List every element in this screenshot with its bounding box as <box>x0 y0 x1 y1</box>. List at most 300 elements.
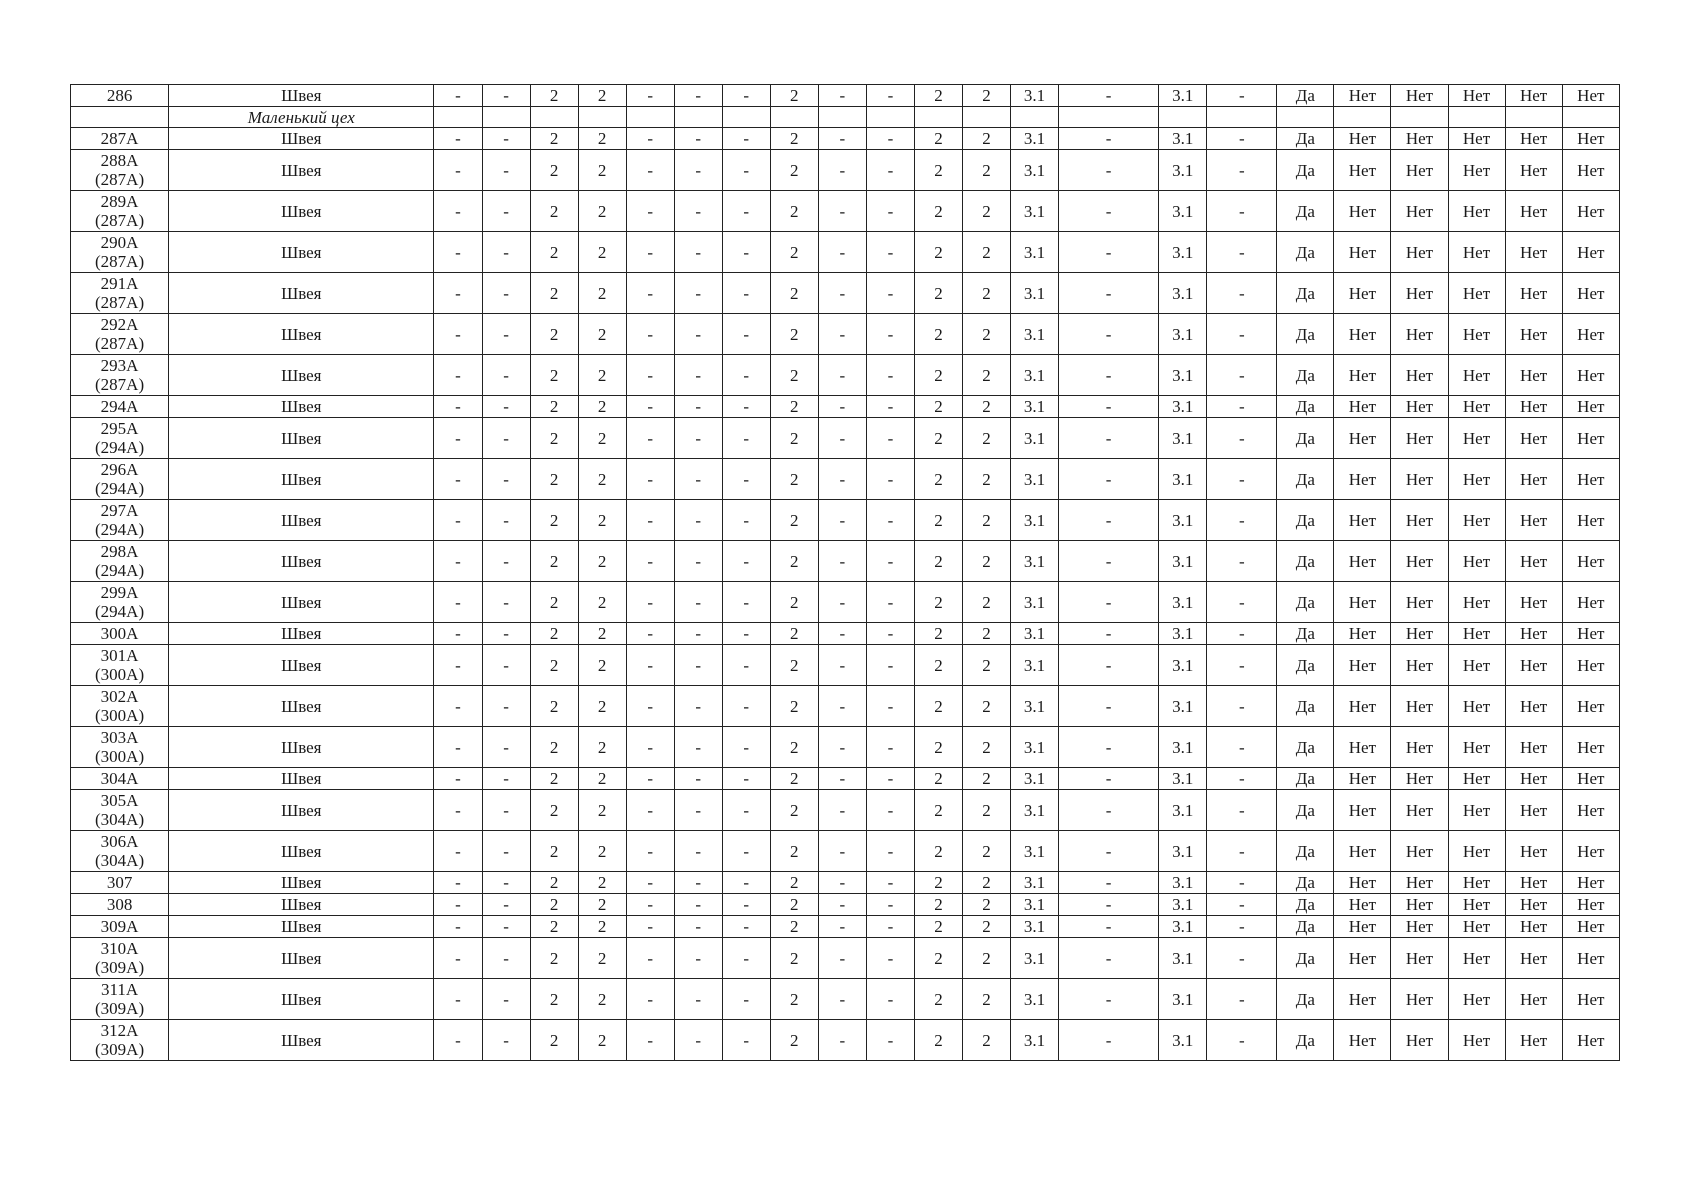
value-cell: Да <box>1277 128 1334 150</box>
value-cell: 2 <box>578 872 626 894</box>
table-row <box>71 355 1620 396</box>
value-cell: 2 <box>770 768 818 790</box>
value-cell: 3.1 <box>1011 355 1059 396</box>
value-cell: - <box>722 150 770 191</box>
value-cell: - <box>434 459 482 500</box>
value-cell: Нет <box>1562 273 1619 314</box>
workplace-number: 290А <box>100 233 139 252</box>
value-cell: - <box>482 500 530 541</box>
value-cell: Нет <box>1391 232 1448 273</box>
value-cell: Нет <box>1391 1020 1448 1061</box>
value-cell: - <box>626 623 674 645</box>
analog-workplace-number: (294А) <box>95 602 145 621</box>
value-cell: - <box>866 500 914 541</box>
value-cell: 2 <box>914 541 962 582</box>
workplace-number: 288А <box>100 151 139 170</box>
workplace-number: 287А <box>100 129 139 148</box>
value-cell: 2 <box>770 396 818 418</box>
value-cell: - <box>818 418 866 459</box>
value-cell: Нет <box>1448 500 1505 541</box>
value-cell: 3.1 <box>1159 916 1207 938</box>
empty-cell <box>1277 107 1334 128</box>
value-cell: 2 <box>914 872 962 894</box>
value-cell: 3.1 <box>1011 645 1059 686</box>
profession-cell: Швея <box>169 128 434 150</box>
value-cell: 3.1 <box>1011 938 1059 979</box>
value-cell: - <box>674 459 722 500</box>
value-cell: - <box>626 1020 674 1061</box>
value-cell: Нет <box>1391 623 1448 645</box>
value-cell: - <box>1207 645 1277 686</box>
value-cell: - <box>818 582 866 623</box>
value-cell: 2 <box>530 150 578 191</box>
workplace-number: 307 <box>106 873 133 892</box>
value-cell: - <box>434 623 482 645</box>
value-cell: - <box>674 768 722 790</box>
value-cell: - <box>674 273 722 314</box>
empty-cell <box>1448 107 1505 128</box>
value-cell: - <box>818 623 866 645</box>
value-cell: Нет <box>1562 645 1619 686</box>
value-cell: 2 <box>914 459 962 500</box>
value-cell: - <box>626 500 674 541</box>
value-cell: 2 <box>578 582 626 623</box>
value-cell: Нет <box>1505 459 1562 500</box>
value-cell: Нет <box>1448 790 1505 831</box>
value-cell: Нет <box>1334 894 1391 916</box>
value-cell: Нет <box>1505 232 1562 273</box>
value-cell: Нет <box>1448 355 1505 396</box>
value-cell: Да <box>1277 582 1334 623</box>
value-cell: 2 <box>530 916 578 938</box>
value-cell: Нет <box>1448 232 1505 273</box>
value-cell: 2 <box>914 273 962 314</box>
value-cell: - <box>1207 418 1277 459</box>
value-cell: Нет <box>1391 831 1448 872</box>
value-cell: 2 <box>578 459 626 500</box>
value-cell: Да <box>1277 418 1334 459</box>
table-row <box>71 894 1620 916</box>
value-cell: 2 <box>962 273 1010 314</box>
table-row <box>71 459 1620 500</box>
workplace-number: 289А <box>100 192 139 211</box>
value-cell: 2 <box>962 872 1010 894</box>
value-cell: Нет <box>1448 191 1505 232</box>
value-cell: - <box>722 645 770 686</box>
value-cell: Нет <box>1505 273 1562 314</box>
value-cell: 2 <box>578 894 626 916</box>
value-cell: - <box>626 273 674 314</box>
value-cell: Нет <box>1391 768 1448 790</box>
workplace-number-cell <box>71 894 169 916</box>
value-cell: 3.1 <box>1011 314 1059 355</box>
profession-cell: Швея <box>169 273 434 314</box>
value-cell: Нет <box>1562 894 1619 916</box>
value-cell: - <box>722 314 770 355</box>
value-cell: 2 <box>578 1020 626 1061</box>
value-cell: - <box>1059 459 1159 500</box>
value-cell: - <box>482 232 530 273</box>
workplace-number: 309А <box>100 917 139 936</box>
value-cell: - <box>434 686 482 727</box>
section-row <box>71 107 1620 128</box>
empty-cell <box>530 107 578 128</box>
value-cell: 2 <box>962 232 1010 273</box>
workplace-number-cell <box>71 872 169 894</box>
value-cell: - <box>674 85 722 107</box>
value-cell: 3.1 <box>1011 1020 1059 1061</box>
analog-workplace-number: (294А) <box>95 561 145 580</box>
value-cell: Нет <box>1562 938 1619 979</box>
value-cell: Нет <box>1391 790 1448 831</box>
value-cell: - <box>722 459 770 500</box>
value-cell: 2 <box>530 979 578 1020</box>
value-cell: Нет <box>1448 541 1505 582</box>
value-cell: 2 <box>578 916 626 938</box>
value-cell: Нет <box>1505 150 1562 191</box>
value-cell: - <box>866 191 914 232</box>
value-cell: Нет <box>1391 273 1448 314</box>
value-cell: 2 <box>530 582 578 623</box>
value-cell: 2 <box>578 790 626 831</box>
value-cell: Нет <box>1505 314 1562 355</box>
value-cell: - <box>482 418 530 459</box>
value-cell: Нет <box>1334 128 1391 150</box>
value-cell: - <box>626 894 674 916</box>
value-cell: 2 <box>914 500 962 541</box>
value-cell: - <box>674 831 722 872</box>
value-cell: 3.1 <box>1011 150 1059 191</box>
value-cell: Нет <box>1562 686 1619 727</box>
value-cell: 2 <box>962 500 1010 541</box>
value-cell: - <box>674 314 722 355</box>
value-cell: - <box>722 85 770 107</box>
value-cell: Нет <box>1334 582 1391 623</box>
value-cell: 2 <box>530 314 578 355</box>
workplace-number-cell <box>71 191 169 232</box>
value-cell: - <box>626 541 674 582</box>
value-cell: - <box>626 314 674 355</box>
profession-cell: Швея <box>169 645 434 686</box>
value-cell: 2 <box>530 128 578 150</box>
value-cell: 3.1 <box>1159 459 1207 500</box>
value-cell: Нет <box>1448 459 1505 500</box>
value-cell: - <box>434 831 482 872</box>
workplace-number-cell <box>71 85 169 107</box>
analog-workplace-number: (304А) <box>95 810 145 829</box>
value-cell: - <box>866 85 914 107</box>
table-body <box>71 85 1620 1061</box>
value-cell: 3.1 <box>1159 686 1207 727</box>
value-cell: 2 <box>770 872 818 894</box>
value-cell: - <box>626 355 674 396</box>
value-cell: - <box>434 790 482 831</box>
value-cell: - <box>482 938 530 979</box>
value-cell: Нет <box>1562 128 1619 150</box>
value-cell: Да <box>1277 916 1334 938</box>
value-cell: - <box>674 894 722 916</box>
value-cell: Да <box>1277 790 1334 831</box>
value-cell: - <box>818 500 866 541</box>
value-cell: - <box>722 355 770 396</box>
value-cell: Да <box>1277 872 1334 894</box>
value-cell: 2 <box>530 396 578 418</box>
value-cell: - <box>434 355 482 396</box>
value-cell: - <box>1059 314 1159 355</box>
value-cell: Нет <box>1562 541 1619 582</box>
value-cell: Нет <box>1562 872 1619 894</box>
value-cell: Нет <box>1448 872 1505 894</box>
value-cell: Нет <box>1391 128 1448 150</box>
value-cell: Нет <box>1562 85 1619 107</box>
value-cell: - <box>674 191 722 232</box>
value-cell: Нет <box>1448 623 1505 645</box>
value-cell: 2 <box>530 273 578 314</box>
value-cell: Нет <box>1448 128 1505 150</box>
workplace-number: 293А <box>100 356 139 375</box>
value-cell: 2 <box>578 645 626 686</box>
value-cell: 3.1 <box>1159 150 1207 191</box>
value-cell: Да <box>1277 894 1334 916</box>
analog-workplace-number: (287А) <box>95 293 145 312</box>
value-cell: 3.1 <box>1159 355 1207 396</box>
profession-cell: Швея <box>169 623 434 645</box>
value-cell: - <box>434 727 482 768</box>
value-cell: Нет <box>1448 831 1505 872</box>
value-cell: Нет <box>1562 831 1619 872</box>
value-cell: - <box>1059 541 1159 582</box>
value-cell: - <box>482 645 530 686</box>
value-cell: Нет <box>1391 150 1448 191</box>
profession-cell: Швея <box>169 894 434 916</box>
value-cell: - <box>674 232 722 273</box>
value-cell: 2 <box>530 355 578 396</box>
value-cell: - <box>674 582 722 623</box>
value-cell: Да <box>1277 938 1334 979</box>
value-cell: - <box>626 85 674 107</box>
profession-cell: Швея <box>169 85 434 107</box>
profession-cell: Швея <box>169 727 434 768</box>
value-cell: Нет <box>1334 790 1391 831</box>
value-cell: 2 <box>578 727 626 768</box>
table-row <box>71 1020 1620 1061</box>
profession-cell: Швея <box>169 191 434 232</box>
value-cell: Нет <box>1448 727 1505 768</box>
value-cell: 2 <box>962 645 1010 686</box>
value-cell: 2 <box>914 768 962 790</box>
value-cell: Нет <box>1505 396 1562 418</box>
analog-workplace-number: (294А) <box>95 520 145 539</box>
value-cell: Нет <box>1505 790 1562 831</box>
value-cell: Нет <box>1391 916 1448 938</box>
value-cell: Нет <box>1562 459 1619 500</box>
value-cell: 2 <box>914 582 962 623</box>
value-cell: - <box>626 396 674 418</box>
workplace-number-cell <box>71 938 169 979</box>
analog-workplace-number: (287А) <box>95 211 145 230</box>
value-cell: 3.1 <box>1159 128 1207 150</box>
value-cell: 2 <box>770 582 818 623</box>
value-cell: - <box>434 191 482 232</box>
value-cell: - <box>722 191 770 232</box>
profession-cell: Швея <box>169 232 434 273</box>
value-cell: - <box>1059 273 1159 314</box>
value-cell: - <box>866 894 914 916</box>
value-cell: Нет <box>1505 768 1562 790</box>
value-cell: Да <box>1277 623 1334 645</box>
value-cell: - <box>722 790 770 831</box>
value-cell: 2 <box>578 500 626 541</box>
value-cell: - <box>818 314 866 355</box>
value-cell: - <box>1207 582 1277 623</box>
value-cell: - <box>1207 232 1277 273</box>
value-cell: 2 <box>530 938 578 979</box>
value-cell: - <box>866 1020 914 1061</box>
analog-workplace-number: (300А) <box>95 706 145 725</box>
value-cell: - <box>674 916 722 938</box>
value-cell: - <box>866 686 914 727</box>
value-cell: - <box>866 979 914 1020</box>
value-cell: Нет <box>1448 150 1505 191</box>
value-cell: - <box>866 916 914 938</box>
workplace-number-cell <box>71 128 169 150</box>
value-cell: - <box>866 623 914 645</box>
value-cell: Нет <box>1334 916 1391 938</box>
value-cell: 2 <box>962 938 1010 979</box>
value-cell: - <box>722 396 770 418</box>
value-cell: Да <box>1277 232 1334 273</box>
profession-cell: Швея <box>169 872 434 894</box>
value-cell: - <box>818 128 866 150</box>
value-cell: - <box>722 916 770 938</box>
value-cell: Нет <box>1334 418 1391 459</box>
value-cell: 2 <box>578 128 626 150</box>
value-cell: 3.1 <box>1159 872 1207 894</box>
value-cell: - <box>818 894 866 916</box>
workplace-number: 295А <box>100 419 139 438</box>
workplace-number-cell <box>71 768 169 790</box>
value-cell: - <box>722 768 770 790</box>
value-cell: - <box>434 1020 482 1061</box>
value-cell: - <box>482 768 530 790</box>
value-cell: 3.1 <box>1011 768 1059 790</box>
value-cell: - <box>482 831 530 872</box>
workplace-number-cell <box>71 831 169 872</box>
value-cell: Нет <box>1334 85 1391 107</box>
table-row <box>71 768 1620 790</box>
value-cell: Нет <box>1562 979 1619 1020</box>
workplace-number-cell <box>71 500 169 541</box>
value-cell: Нет <box>1334 396 1391 418</box>
value-cell: 2 <box>530 459 578 500</box>
value-cell: 3.1 <box>1011 623 1059 645</box>
value-cell: 3.1 <box>1011 916 1059 938</box>
profession-cell: Швея <box>169 916 434 938</box>
value-cell: 3.1 <box>1011 85 1059 107</box>
profession-cell: Швея <box>169 396 434 418</box>
value-cell: 2 <box>914 686 962 727</box>
workplace-number-cell <box>71 418 169 459</box>
value-cell: - <box>1207 396 1277 418</box>
profession-cell: Швея <box>169 500 434 541</box>
value-cell: - <box>722 582 770 623</box>
value-cell: Нет <box>1505 355 1562 396</box>
value-cell: Да <box>1277 831 1334 872</box>
value-cell: - <box>722 418 770 459</box>
value-cell: 2 <box>530 894 578 916</box>
value-cell: 3.1 <box>1011 459 1059 500</box>
value-cell: 2 <box>962 727 1010 768</box>
value-cell: 2 <box>962 418 1010 459</box>
value-cell: 2 <box>962 396 1010 418</box>
value-cell: Да <box>1277 768 1334 790</box>
value-cell: 3.1 <box>1011 418 1059 459</box>
value-cell: - <box>1059 582 1159 623</box>
value-cell: - <box>674 872 722 894</box>
value-cell: - <box>818 872 866 894</box>
value-cell: 2 <box>578 979 626 1020</box>
value-cell: Да <box>1277 541 1334 582</box>
value-cell: 2 <box>914 623 962 645</box>
value-cell: 2 <box>914 191 962 232</box>
workplace-number: 298А <box>100 542 139 561</box>
value-cell: 2 <box>770 894 818 916</box>
workplace-number-cell <box>71 916 169 938</box>
value-cell: - <box>626 768 674 790</box>
table-row <box>71 273 1620 314</box>
value-cell: 2 <box>578 418 626 459</box>
value-cell: Нет <box>1448 85 1505 107</box>
workplace-number: 299А <box>100 583 139 602</box>
value-cell: - <box>818 396 866 418</box>
table-row <box>71 938 1620 979</box>
value-cell: 2 <box>914 418 962 459</box>
value-cell: Да <box>1277 191 1334 232</box>
value-cell: - <box>1207 916 1277 938</box>
empty-cell <box>866 107 914 128</box>
value-cell: Нет <box>1448 582 1505 623</box>
value-cell: 2 <box>962 150 1010 191</box>
value-cell: 2 <box>578 768 626 790</box>
value-cell: 3.1 <box>1159 645 1207 686</box>
value-cell: Нет <box>1562 582 1619 623</box>
value-cell: 3.1 <box>1011 232 1059 273</box>
value-cell: Да <box>1277 314 1334 355</box>
value-cell: 3.1 <box>1159 85 1207 107</box>
workplace-number: 302А <box>100 687 139 706</box>
value-cell: - <box>674 1020 722 1061</box>
value-cell: - <box>626 232 674 273</box>
value-cell: - <box>434 314 482 355</box>
value-cell: - <box>674 623 722 645</box>
value-cell: Нет <box>1391 686 1448 727</box>
empty-cell <box>1334 107 1391 128</box>
value-cell: Нет <box>1505 894 1562 916</box>
profession-cell: Швея <box>169 979 434 1020</box>
value-cell: 3.1 <box>1159 396 1207 418</box>
value-cell: Нет <box>1505 1020 1562 1061</box>
value-cell: - <box>482 355 530 396</box>
value-cell: - <box>722 1020 770 1061</box>
value-cell: Нет <box>1562 727 1619 768</box>
value-cell: Нет <box>1448 894 1505 916</box>
value-cell: Нет <box>1391 396 1448 418</box>
value-cell: 3.1 <box>1011 396 1059 418</box>
value-cell: - <box>1059 232 1159 273</box>
value-cell: 2 <box>962 1020 1010 1061</box>
value-cell: - <box>818 541 866 582</box>
value-cell: - <box>818 727 866 768</box>
